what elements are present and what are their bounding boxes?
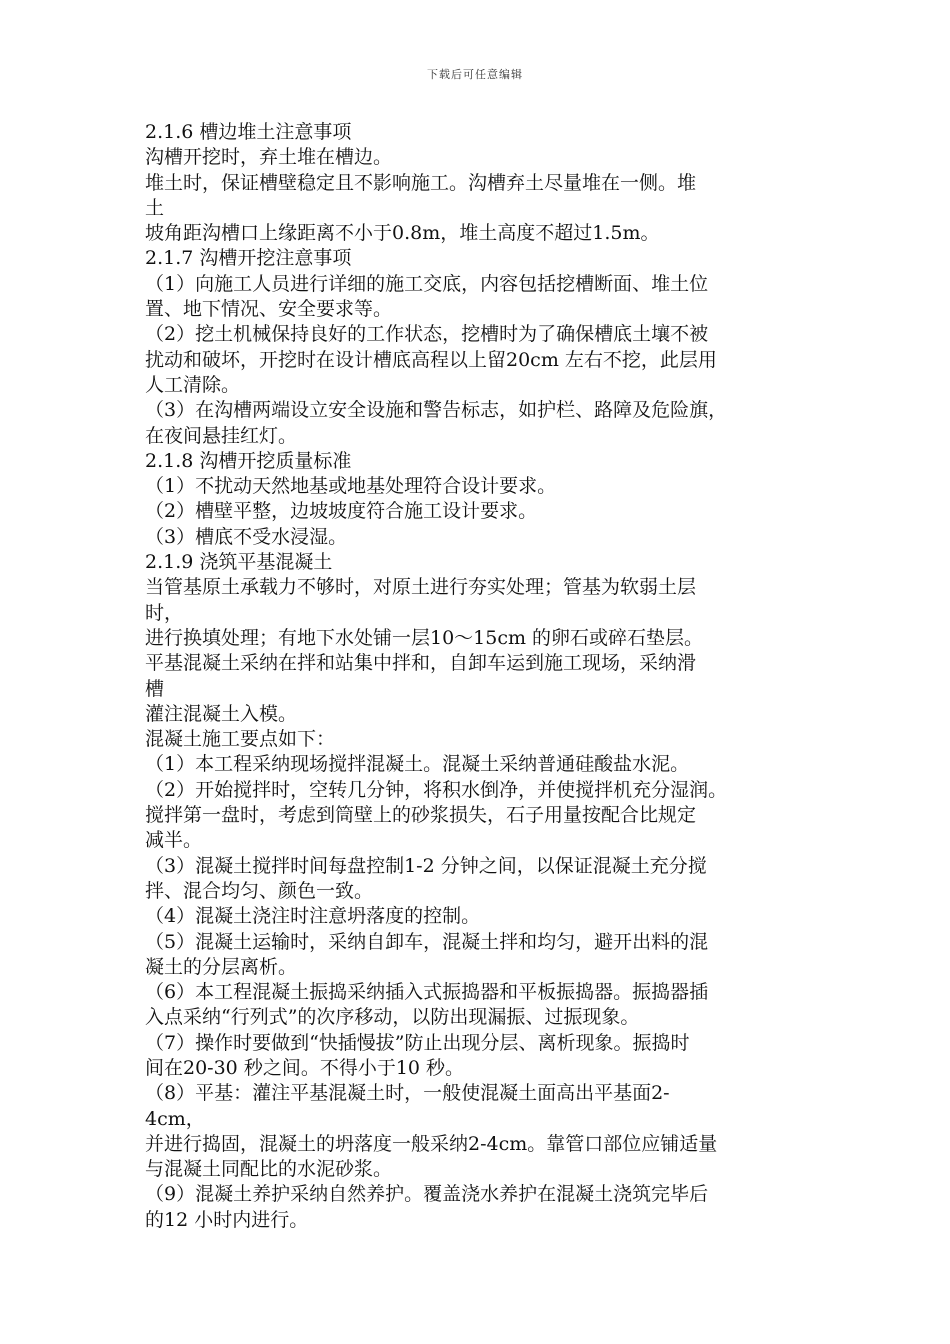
text-line: （2）挖土机械保持良好的工作状态，挖槽时为了确保槽底土壤不被 bbox=[145, 323, 709, 346]
text-line: 的12 小时内进行。 bbox=[145, 1208, 309, 1231]
text-line: 灌注混凝土入模。 bbox=[145, 702, 298, 725]
text-line: （3）槽底不受水浸湿。 bbox=[145, 525, 348, 548]
text-line: 堆土时，保证槽壁稳定且不影响施工。沟槽弃土尽量堆在一侧。堆 bbox=[145, 171, 697, 194]
text-line: （1）不扰动天然地基或地基处理符合设计要求。 bbox=[145, 475, 557, 498]
text-line: （9）混凝土养护采纳自然养护。覆盖浇水养护在混凝土浇筑完毕后 bbox=[145, 1183, 709, 1206]
text-line: （1）本工程采纳现场搅拌混凝土。混凝土采纳普通硅酸盐水泥。 bbox=[145, 753, 690, 776]
text-line: 平基混凝土采纳在拌和站集中拌和，自卸车运到施工现场，采纳滑 bbox=[145, 652, 697, 675]
text-line: 搅拌第一盘时，考虑到筒壁上的砂浆损失，石子用量按配合比规定 bbox=[145, 804, 697, 827]
text-line: 进行换填处理；有地下水处铺一层10～15cm 的卵石或碎石垫层。 bbox=[145, 626, 704, 649]
text-line: （5）混凝土运输时，采纳自卸车，混凝土拌和均匀，避开出料的混 bbox=[145, 930, 709, 953]
text-line: （2）开始搅拌时，空转几分钟，将积水倒净，并使搅拌机充分湿润。 bbox=[145, 778, 728, 801]
text-line: 拌、混合均匀、颜色一致。 bbox=[145, 879, 374, 902]
section-heading: 2.1.8 沟槽开挖质量标准 bbox=[145, 449, 352, 472]
text-line: 入点采纳“行列式”的次序移动，以防出现漏振、过振现象。 bbox=[145, 1006, 640, 1029]
text-line: 与混凝土同配比的水泥砂浆。 bbox=[145, 1158, 393, 1181]
text-line: 当管基原土承载力不够时，对原土进行夯实处理；管基为软弱土层 bbox=[145, 576, 697, 599]
text-line: 时， bbox=[145, 601, 184, 624]
text-line: 凝土的分层离析。 bbox=[145, 955, 298, 978]
text-line: （1）向施工人员进行详细的施工交底，内容包括挖槽断面、堆土位 bbox=[145, 272, 709, 295]
text-line: （4）混凝土浇注时注意坍落度的控制。 bbox=[145, 905, 481, 928]
text-line: （3）在沟槽两端设立安全设施和警告标志，如护栏、路障及危险旗， bbox=[145, 399, 728, 422]
text-line: （6）本工程混凝土振捣采纳插入式振捣器和平板振捣器。振捣器插 bbox=[145, 981, 709, 1004]
text-line: 混凝土施工要点如下： bbox=[145, 728, 336, 751]
section-heading: 2.1.9 浇筑平基混凝土 bbox=[145, 551, 333, 574]
text-line: 扰动和破坏，开挖时在设计槽底高程以上留20cm 左右不挖，此层用 bbox=[145, 348, 717, 371]
text-line: 在夜间悬挂红灯。 bbox=[145, 424, 298, 447]
text-line: 坡角距沟槽口上缘距离不小于0.8m，堆土高度不超过1.5m。 bbox=[145, 222, 660, 245]
text-line: 沟槽开挖时，弃土堆在槽边。 bbox=[145, 146, 393, 169]
text-line: 并进行捣固，混凝土的坍落度一般采纳2-4cm。靠管口部位应铺适量 bbox=[145, 1132, 718, 1155]
text-line: 减半。 bbox=[145, 829, 203, 852]
text-line: 4cm， bbox=[145, 1107, 205, 1130]
page-header: 下载后可任意编辑 bbox=[427, 68, 523, 81]
document-body bbox=[145, 120, 825, 1233]
text-line: （2）槽壁平整，边坡坡度符合施工设计要求。 bbox=[145, 500, 538, 523]
section-heading: 2.1.6 槽边堆土注意事项 bbox=[145, 121, 352, 143]
text-line: 置、地下情况、安全要求等。 bbox=[145, 298, 393, 321]
section-heading: 2.1.7 沟槽开挖注意事项 bbox=[145, 247, 352, 270]
text-line: 土 bbox=[145, 196, 165, 219]
text-line: 槽 bbox=[145, 677, 165, 700]
text-line: （8）平基：灌注平基混凝土时，一般使混凝土面高出平基面2- bbox=[145, 1082, 670, 1105]
text-line: 人工清除。 bbox=[145, 373, 241, 396]
text-line: （3）混凝土搅拌时间每盘控制1-2 分钟之间，以保证混凝土充分搅 bbox=[145, 854, 707, 877]
text-line: （7）操作时要做到“快插慢拔”防止出现分层、离析现象。振捣时 bbox=[145, 1031, 690, 1054]
text-line: 间在20-30 秒之间。不得小于10 秒。 bbox=[145, 1056, 465, 1079]
